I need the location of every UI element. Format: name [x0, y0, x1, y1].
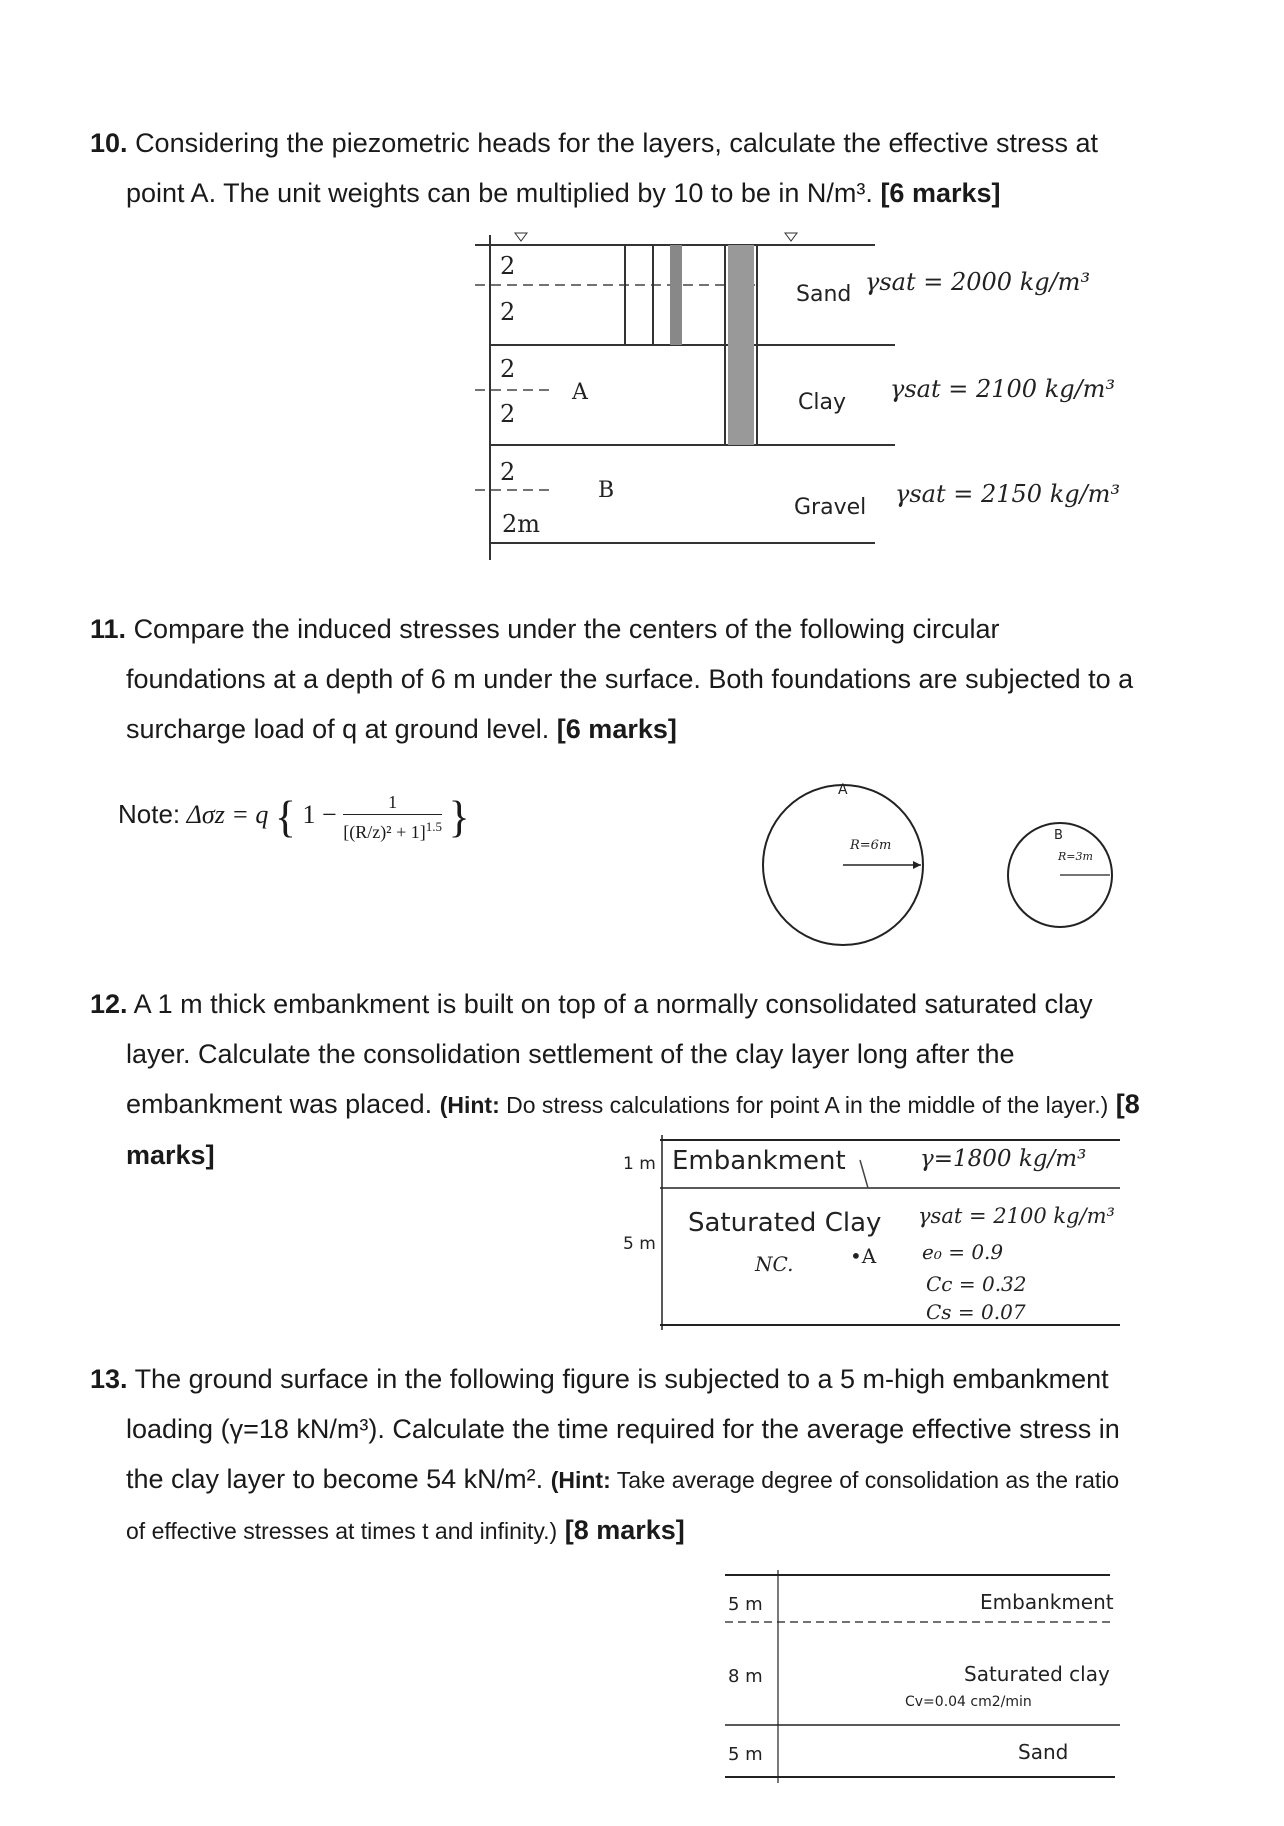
clay-label: Clay [798, 390, 846, 415]
question-body: The ground surface in the following figure is subjected to a 5 m-high embankment loading (γ=18 kN/m³). Calculate the time required for the average effective stress in the clay layer to become 54 kN/m². [126, 1364, 1120, 1494]
piezometer-screen-clay [728, 245, 754, 445]
compression-index: Cc = 0.32 [926, 1272, 1027, 1296]
layer-thickness-2: 2 [500, 298, 516, 326]
note-label: Note: [118, 798, 181, 829]
sand-unit-weight: γsat = 2000 kg/m³ [865, 268, 1091, 296]
formula-one-minus: 1 − [302, 799, 337, 829]
gravel-label: Gravel [794, 495, 867, 520]
formula-brace-close: } [448, 792, 470, 842]
question-10-text [90, 118, 1140, 218]
piezometer-screen-sand [670, 245, 682, 345]
clay-thickness: 5 m [623, 1234, 656, 1254]
embankment-label: Embankment [980, 1590, 1114, 1614]
layer-thickness-4: 2 [500, 400, 516, 428]
piezometer-tube-sand [625, 245, 653, 345]
formula-fraction [343, 790, 442, 844]
formula-denominator: [(R/z)² + 1] [343, 822, 426, 842]
clay-unit-weight: γsat = 2100 kg/m³ [890, 375, 1116, 403]
question-13 [90, 1354, 1140, 1556]
embankment-thickness: 1 m [623, 1154, 656, 1174]
marks-label: [6 marks] [880, 178, 1001, 208]
question-number: 12. [90, 989, 128, 1019]
layer-thickness-3: 2 [500, 355, 516, 383]
formula-exponent: 1.5 [425, 819, 442, 834]
question-11 [90, 604, 1140, 754]
question-number: 13. [90, 1364, 128, 1394]
sand-label: Sand [1018, 1740, 1069, 1764]
circle-b-radius: R=3m [1058, 850, 1093, 863]
marks-label: [8 marks] [126, 1089, 1140, 1170]
formula-note [118, 790, 470, 844]
circle-b-label: B [1054, 828, 1063, 843]
hint-text: Do stress calculations for point A in the middle of the layer.) [506, 1092, 1109, 1118]
layer-thickness-5: 2 [500, 458, 516, 486]
saturated-clay-label: Saturated Clay [688, 1208, 882, 1238]
point-a-label: A [572, 380, 588, 405]
swelling-index: Cs = 0.07 [926, 1300, 1026, 1324]
question-body: Compare the induced stresses under the centers of the following circular foundations at a depth of 6 m under the surface. Both foundations are subjected to a surcharge load of q at ground level. [126, 614, 1134, 744]
question-13-text [90, 1354, 1140, 1556]
circular-foundations-diagram [755, 775, 1135, 975]
sand-thickness: 5 m [728, 1744, 763, 1765]
saturated-clay-label: Saturated clay [964, 1662, 1110, 1686]
point-a-label: •A [850, 1244, 877, 1268]
hint-text: Take average degree of consolidation as the ratio of effective stresses at times t and infinity.) [126, 1467, 1120, 1544]
question-body: Considering the piezometric heads for the layers, calculate the effective stress at point A. The unit weights can be multiplied by 10 to be in N/m³. [126, 128, 1099, 208]
hint-label: Hint: [558, 1467, 611, 1493]
embankment-label: Embankment [672, 1146, 846, 1176]
formula-numerator: 1 [343, 790, 442, 815]
circle-a-radius: R=6m [850, 838, 892, 853]
hint-open: ( [439, 1092, 448, 1118]
marks-label: [8 marks] [564, 1515, 685, 1545]
sand-label: Sand [796, 282, 852, 307]
question-body: A 1 m thick embankment is built on top of a normally consolidated saturated clay layer. Calculate the consolidation settlement of the clay layer long after the embankment was placed. [126, 989, 1093, 1119]
gravel-unit-weight: γsat = 2150 kg/m³ [895, 480, 1121, 508]
formula-lhs: Δσz = q [186, 799, 269, 829]
question-11-text [90, 604, 1140, 754]
embankment-squiggle [860, 1160, 868, 1188]
void-ratio: e₀ = 0.9 [922, 1240, 1004, 1264]
radius-arrowhead [913, 861, 921, 869]
question-10 [90, 118, 1140, 218]
point-b-label: B [598, 478, 615, 503]
circle-a-label: A [838, 782, 848, 798]
hint-open: ( [550, 1467, 559, 1493]
clay-thickness: 8 m [728, 1666, 763, 1687]
formula-brace-open: { [274, 792, 297, 842]
question-number: 11. [90, 614, 127, 644]
marks-label: [6 marks] [556, 714, 677, 744]
layer-thickness-6: 2m [502, 510, 541, 538]
question-number: 10. [90, 128, 128, 158]
layer-thickness-1: 2 [500, 252, 516, 280]
cv-label: Cv=0.04 cm2/min [905, 1694, 1032, 1710]
embankment-thickness: 5 m [728, 1594, 763, 1615]
water-level-icon [515, 233, 527, 241]
embankment-unit-weight: γ=1800 kg/m³ [920, 1146, 1087, 1172]
water-level-icon [785, 233, 797, 241]
clay-unit-weight: γsat = 2100 kg/m³ [918, 1204, 1115, 1228]
nc-label: NC. [755, 1252, 794, 1276]
hint-label: Hint: [447, 1092, 500, 1118]
